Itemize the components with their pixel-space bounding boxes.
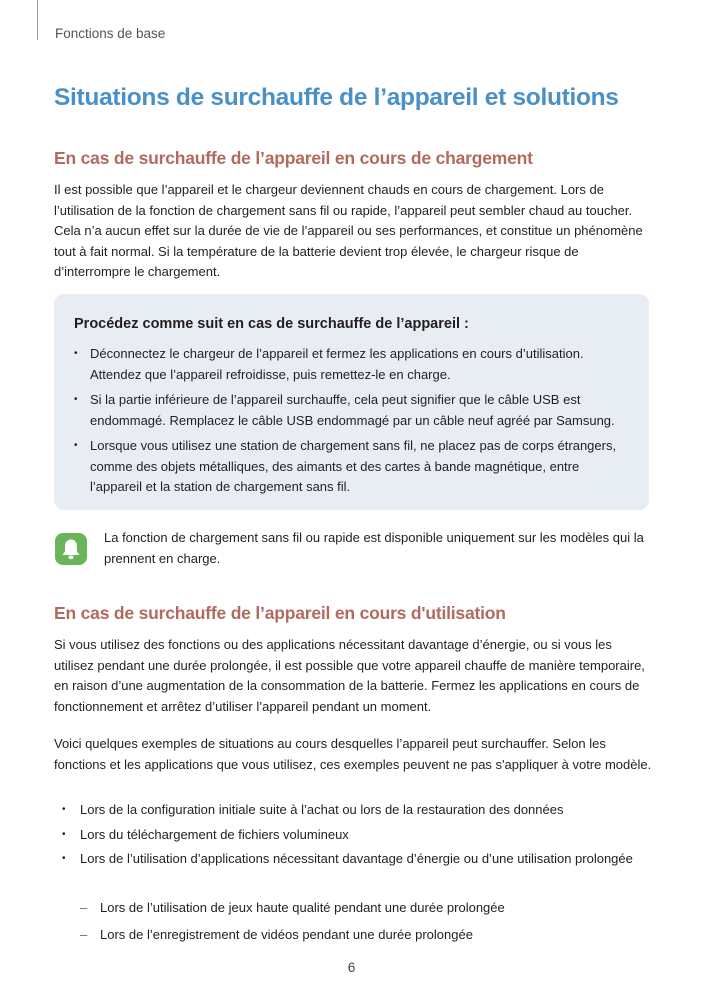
sub-list-item: – Lors de l’enregistrement de vidéos pendant une durée prolongée xyxy=(80,925,652,946)
heading-charging: En cas de surchauffe de l’appareil en cours de chargement xyxy=(54,148,533,168)
sub-list-item: – Lors de l’utilisation de jeux haute qualité pendant une durée prolongée xyxy=(80,898,652,919)
list-item: • Lors du téléchargement de fichiers volumineux xyxy=(62,825,652,846)
list-item: • Déconnectez le chargeur de l’appareil et fermez les applications en cours d’utilisation. Attendez que l’appareil refroidisse, puis remettez-le en charge. xyxy=(74,344,634,385)
list-item: • Lorsque vous utilisez une station de chargement sans fil, ne placez pas de corps étrangers, comme des objets métalliques, des aimants et des cartes à bande magnétique, entre l’appareil et la station de chargement sans fil. xyxy=(74,436,634,498)
usage-paragraph-1: Si vous utilisez des fonctions ou des applications nécessitant davantage d’énergie, ou si vous les utilisez pendant une durée prolongée, il est possible que votre appareil chauffe de manière temporaire, en raison d’une augmentation de la consommation de la batterie. Fermez les applications en cours de fonctionnement et arrêtez d’utiliser l’appareil pendant un moment. xyxy=(54,637,645,714)
box-title: Procédez comme suit en cas de surchauffe de l’appareil : xyxy=(74,316,469,332)
overheat-procedure-box xyxy=(54,294,649,510)
usage-sublist xyxy=(80,898,652,951)
procedure-list xyxy=(74,344,634,503)
list-item: • Lors de la configuration initiale suite à l’achat ou lors de la restauration des données xyxy=(62,800,652,821)
page-title: Situations de surchauffe de l’appareil et solutions xyxy=(54,84,619,111)
header-rule xyxy=(37,0,38,40)
heading-usage: En cas de surchauffe de l’appareil en cours d'utilisation xyxy=(54,603,506,623)
usage-paragraph-2: Voici quelques exemples de situations au cours desquelles l’appareil peut surchauffer. Selon les fonctions et les applications que vous utilisez, ces exemples peuvent ne pas s'appliquer à votre modèle. xyxy=(54,736,652,772)
page-number: 6 xyxy=(347,960,356,975)
note-text: La fonction de chargement sans fil ou rapide est disponible uniquement sur les modèles qui la prennent en charge. xyxy=(104,530,644,566)
bell-icon xyxy=(55,533,87,565)
list-item: • Lors de l’utilisation d’applications nécessitant davantage d’énergie ou d’une utilisation prolongée xyxy=(62,849,652,870)
section-header: Fonctions de base xyxy=(55,26,166,41)
list-item: • Si la partie inférieure de l’appareil surchauffe, cela peut signifier que le câble USB est endommagé. Remplacez le câble USB endommagé par un câble neuf agréé par Samsung. xyxy=(74,390,634,431)
charging-paragraph: Il est possible que l’appareil et le chargeur deviennent chauds en cours de chargement. Lors de l’utilisation de la fonction de chargement sans fil ou rapide, l’appareil peut sembler chaud au toucher. Cela n’a aucun effet sur la durée de vie de l’appareil ou ses performances, et constitue un phénomène tout à fait normal. Si la température de la batterie devient trop élevée, le chargeur risque de d’interrompre le chargement. xyxy=(54,182,643,279)
usage-list xyxy=(62,800,652,874)
